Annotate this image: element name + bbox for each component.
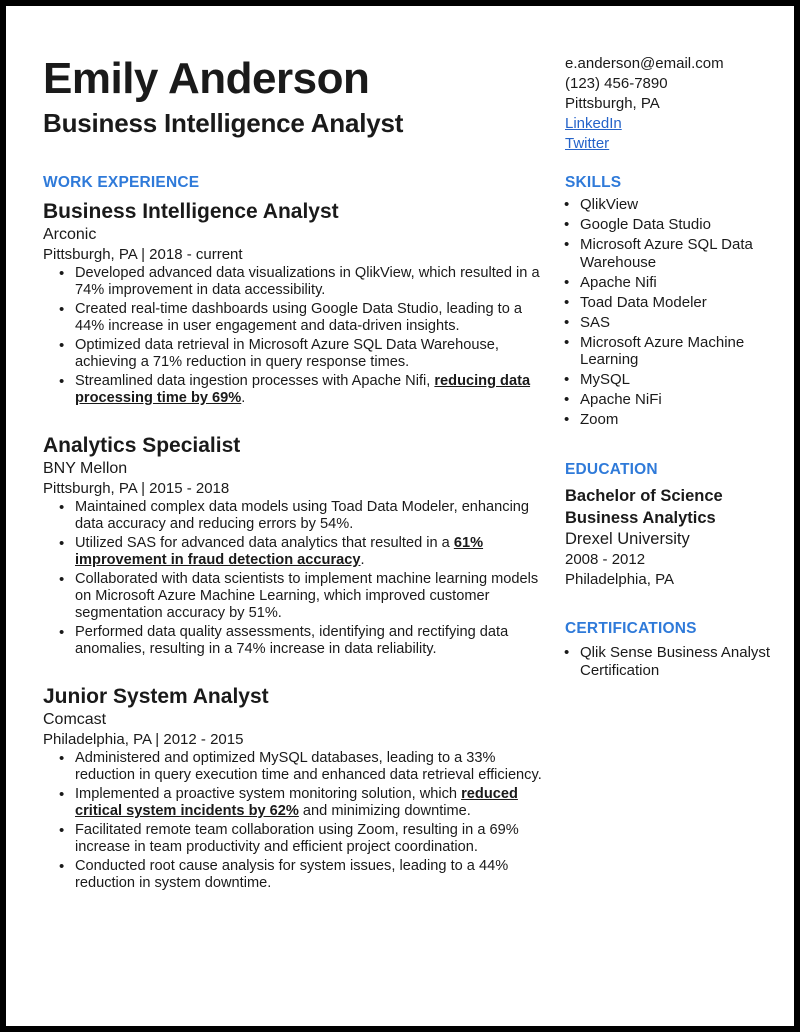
bullet-text: Utilized SAS for advanced data analytics that resulted in a <box>75 535 454 551</box>
job-bullets <box>43 750 543 892</box>
skill-item: • MySQL <box>580 371 780 389</box>
contact-email: e.anderson@email.com <box>565 55 724 72</box>
twitter-link[interactable]: Twitter <box>565 135 610 152</box>
degree-major: Business Analytics <box>565 509 716 527</box>
highlighted-achievement: reducing data processing time by 69% <box>75 373 531 406</box>
bullet-text: and minimizing downtime. <box>298 803 471 819</box>
skill-item: • Toad Data Modeler <box>580 294 780 312</box>
job-company: Comcast <box>43 711 107 728</box>
education-location: Philadelphia, PA <box>565 571 674 588</box>
education-heading: EDUCATION <box>565 461 658 478</box>
candidate-name: Emily Anderson <box>43 54 370 103</box>
certifications-heading: CERTIFICATIONS <box>565 620 697 637</box>
job-bullet: • Created real-time dashboards using Google Data Studio, leading to a 44% increase in user engagement and data-driven insights. <box>75 301 543 335</box>
highlighted-achievement: 61% improvement in fraud detection accuracy <box>75 535 484 568</box>
skill-item: • Zoom <box>580 411 780 429</box>
job-bullet: • Administered and optimized MySQL databases, leading to a 33% reduction in query execution time and enhanced data retrieval efficiency. <box>75 750 543 784</box>
skill-item: • Apache NiFi <box>580 391 780 409</box>
linkedin-link[interactable]: LinkedIn <box>565 115 622 132</box>
skills-block <box>565 196 780 431</box>
skill-item: • SAS <box>580 314 780 332</box>
job-bullet <box>75 535 543 569</box>
job-entry <box>43 199 543 409</box>
contact-location: Pittsburgh, PA <box>565 95 660 112</box>
job-location-dates: Philadelphia, PA | 2012 - 2015 <box>43 731 244 748</box>
job-entry <box>43 433 543 660</box>
job-bullet: • Collaborated with data scientists to implement machine learning models on Microsoft Azure Machine Learning, which improved customer segmentation accuracy by 51%. <box>75 571 543 622</box>
skill-item: • QlikView <box>580 196 780 214</box>
job-bullet <box>75 373 543 407</box>
job-company: BNY Mellon <box>43 460 128 477</box>
job-bullet: • Developed advanced data visualizations in QlikView, which resulted in a 74% improvement in data accessibility. <box>75 265 543 299</box>
certification-item: • Qlik Sense Business Analyst Certification <box>580 644 780 679</box>
job-title: Analytics Specialist <box>43 434 241 457</box>
education-block <box>565 485 780 590</box>
school-name: Drexel University <box>565 530 690 548</box>
job-bullet: • Conducted root cause analysis for system issues, leading to a 44% reduction in system downtime. <box>75 858 543 892</box>
job-bullet: • Facilitated remote team collaboration using Zoom, resulting in a 69% increase in team productivity and efficient project coordination. <box>75 822 543 856</box>
education-years: 2008 - 2012 <box>565 551 646 568</box>
job-location-dates: Pittsburgh, PA | 2018 - current <box>43 246 243 263</box>
skills-heading: SKILLS <box>565 174 622 191</box>
job-title: Junior System Analyst <box>43 685 269 708</box>
certifications-block <box>565 644 780 681</box>
work-experience-heading: WORK EXPERIENCE <box>43 174 200 191</box>
skill-item: • Apache Nifi <box>580 274 780 292</box>
bullet-text: Implemented a proactive system monitoring solution, which <box>75 786 462 802</box>
skill-item: • Google Data Studio <box>580 216 780 234</box>
contact-block <box>565 54 780 154</box>
skill-item: • Microsoft Azure SQL Data Warehouse <box>580 236 780 271</box>
job-location-dates: Pittsburgh, PA | 2015 - 2018 <box>43 480 230 497</box>
skills-list <box>565 196 780 429</box>
job-bullet: • Performed data quality assessments, identifying and rectifying data anomalies, resulting in a 74% increase in data reliability. <box>75 624 543 658</box>
bullet-text: . <box>360 552 365 568</box>
job-bullet: • Optimized data retrieval in Microsoft Azure SQL Data Warehouse, achieving a 71% reduction in query response times. <box>75 337 543 371</box>
job-bullet <box>75 786 543 820</box>
bullet-text: . <box>241 390 246 406</box>
job-title: Business Intelligence Analyst <box>43 200 339 223</box>
contact-phone: (123) 456-7890 <box>565 75 668 92</box>
certifications-list <box>565 644 780 679</box>
bullet-text: Streamlined data ingestion processes with Apache Nifi, <box>75 373 435 389</box>
job-company: Arconic <box>43 226 97 243</box>
job-entry <box>43 684 543 894</box>
job-bullets <box>43 499 543 658</box>
job-bullet: • Maintained complex data models using Toad Data Modeler, enhancing data accuracy and reducing errors by 54%. <box>75 499 543 533</box>
highlighted-achievement: reduced critical system incidents by 62% <box>75 786 518 819</box>
resume-page <box>6 6 794 1026</box>
skill-item: • Microsoft Azure Machine Learning <box>580 334 780 369</box>
job-bullets <box>43 265 543 407</box>
degree-name: Bachelor of Science <box>565 487 723 505</box>
candidate-title: Business Intelligence Analyst <box>43 108 404 138</box>
